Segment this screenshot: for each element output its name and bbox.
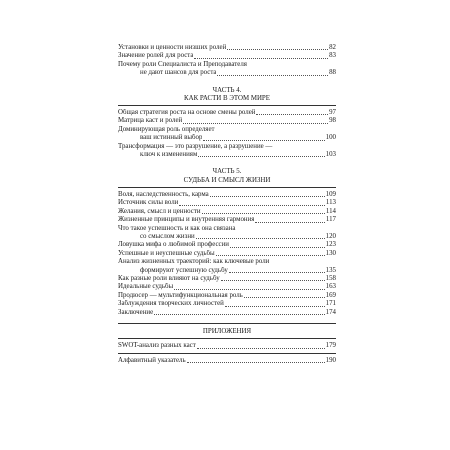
toc-entry-title-line: Трансформация — это разрушение, а разрушение — <box>118 142 273 150</box>
toc-entry-page: 163 <box>325 283 336 291</box>
toc-entry-title: Источник силы воли <box>118 199 179 207</box>
toc-entry-page: 103 <box>325 151 336 159</box>
dot-leader <box>174 288 324 290</box>
toc-entry-page: 113 <box>325 199 336 207</box>
toc-entry <box>118 52 336 60</box>
toc-entry-title: Воля, наследственность, карма <box>118 190 209 198</box>
toc-entry-title: Идеальные судьбы <box>118 283 174 291</box>
toc-entry-page: 114 <box>325 207 336 215</box>
toc-entry-page: 158 <box>325 274 336 282</box>
dot-leader <box>203 139 324 141</box>
divider <box>118 323 336 324</box>
toc-entry <box>118 275 336 283</box>
dot-leader <box>217 74 328 76</box>
toc-entry <box>118 292 336 300</box>
toc-entry-page: 179 <box>325 342 336 350</box>
toc-entry-page: 135 <box>325 266 336 274</box>
dot-leader <box>255 221 324 223</box>
toc-entry-title: Жизненные принципы и внутренняя гармония <box>118 216 255 224</box>
toc-entry-page: 98 <box>329 117 336 125</box>
part-heading-5 <box>118 168 336 184</box>
toc-entry-page: 123 <box>325 241 336 249</box>
dot-leader <box>183 122 328 124</box>
toc-entry-title: Заблуждения творческих личностей <box>118 300 224 308</box>
toc-entry <box>118 309 336 317</box>
toc-entry <box>118 250 336 258</box>
toc-entry-page: 100 <box>325 134 336 142</box>
toc-entry-title-line: Анализ жизненных траекторий: как ключевые роли <box>118 258 270 266</box>
part-name: КАК РАСТИ В ЭТОМ МИРЕ <box>184 94 270 102</box>
dot-leader <box>225 305 325 307</box>
toc-entry-page: 97 <box>329 109 336 117</box>
dot-leader <box>244 296 325 298</box>
dot-leader <box>229 271 325 273</box>
toc-entry-page: 83 <box>329 52 336 60</box>
toc-section-intro <box>118 44 336 78</box>
dot-leader <box>216 254 325 256</box>
toc-entry <box>118 117 336 125</box>
toc-entry-title: ваш истинный выбор <box>140 134 203 142</box>
toc-entry <box>118 233 336 241</box>
toc-entry <box>118 44 336 52</box>
toc-entry-title: Общая стратегия роста на основе смены ролей <box>118 109 256 117</box>
divider <box>118 187 336 188</box>
toc-entry-title: Продюсер — мультифункциональная роль <box>118 291 243 299</box>
toc-entry <box>118 69 336 77</box>
toc-entry-page: 109 <box>325 190 336 198</box>
dot-leader <box>221 279 325 281</box>
toc-entry-title: SWOT-анализ разных каст <box>118 342 196 350</box>
toc-entry <box>118 109 336 117</box>
divider <box>118 338 336 339</box>
dot-leader <box>187 361 325 363</box>
toc-entry-title: Успешные и неуспешные судьбы <box>118 249 215 257</box>
toc-entry <box>118 357 336 365</box>
toc-entry <box>118 151 336 159</box>
toc-entry-title: Как разные роли влияют на судьбу <box>118 274 220 282</box>
part-label: ЧАСТЬ 5. <box>212 168 242 176</box>
toc-entry <box>118 199 336 207</box>
toc-entry-title: Значение ролей для роста <box>118 52 194 60</box>
toc-entry-page: 174 <box>325 308 336 316</box>
toc-entry-title: не дают шансов для роста <box>140 69 217 77</box>
toc-section-part5 <box>118 191 336 317</box>
toc-entry-page: 190 <box>325 356 336 364</box>
toc-entry-page: 117 <box>325 216 336 224</box>
part-heading-4 <box>118 87 336 103</box>
toc-entry <box>118 208 336 216</box>
toc-entry-title-line: Что такое успешность и как она связана <box>118 224 236 232</box>
divider <box>118 105 336 106</box>
toc-entry-page: 120 <box>325 232 336 240</box>
toc-entry <box>118 216 336 224</box>
dot-leader <box>210 195 325 197</box>
toc-entry <box>118 300 336 308</box>
part-label: ЧАСТЬ 4. <box>212 86 242 94</box>
toc-entry <box>118 283 336 291</box>
dot-leader <box>256 113 328 115</box>
toc-entry-title: Матрица каст и ролей <box>118 117 183 125</box>
dot-leader <box>154 313 325 315</box>
part-name: СУДЬБА И СМЫСЛ ЖИЗНИ <box>183 176 271 184</box>
toc-entry-page: 130 <box>325 249 336 257</box>
toc-entry-title: Заключение <box>118 308 154 316</box>
toc-entry <box>118 191 336 199</box>
toc-entry-title: Желания, смысл и ценности <box>118 207 201 215</box>
toc-entry-page: 88 <box>329 69 336 77</box>
dot-leader <box>197 347 325 349</box>
toc-entry-page: 169 <box>325 291 336 299</box>
toc-entry-page: 82 <box>329 44 336 51</box>
toc-entry-title: Ловушка мифа о любимой профессии <box>118 241 229 249</box>
dot-leader <box>179 204 325 206</box>
toc-entry-title: Алфавитный указатель <box>118 356 186 364</box>
toc-section-part4 <box>118 109 336 159</box>
dot-leader <box>202 212 325 214</box>
toc-entry-title: со смыслом жизни <box>140 232 195 240</box>
toc-entry-title: формируют успешную судьбу <box>140 266 228 274</box>
dot-leader <box>196 237 325 239</box>
table-of-contents <box>118 44 336 365</box>
dot-leader <box>194 57 328 59</box>
appendix-label: ПРИЛОЖЕНИЯ <box>202 327 252 335</box>
toc-entry-title-line: Почему роли Специалиста и Преподавателя <box>118 60 247 68</box>
toc-entry <box>118 267 336 275</box>
toc-entry-title-line: Доминирующая роль определяет <box>118 125 215 133</box>
toc-entry <box>118 134 336 142</box>
dot-leader <box>227 48 328 50</box>
appendix-heading <box>118 328 336 336</box>
toc-entry-title: ключ к изменениям <box>140 151 198 159</box>
toc-entry <box>118 241 336 249</box>
divider <box>118 353 336 354</box>
toc-entry-title: Установки и ценности низших ролей <box>118 44 227 51</box>
toc-section-appendix <box>118 342 336 365</box>
toc-entry-page: 171 <box>325 300 336 308</box>
dot-leader <box>198 155 324 157</box>
dot-leader <box>230 246 325 248</box>
toc-entry <box>118 342 336 350</box>
